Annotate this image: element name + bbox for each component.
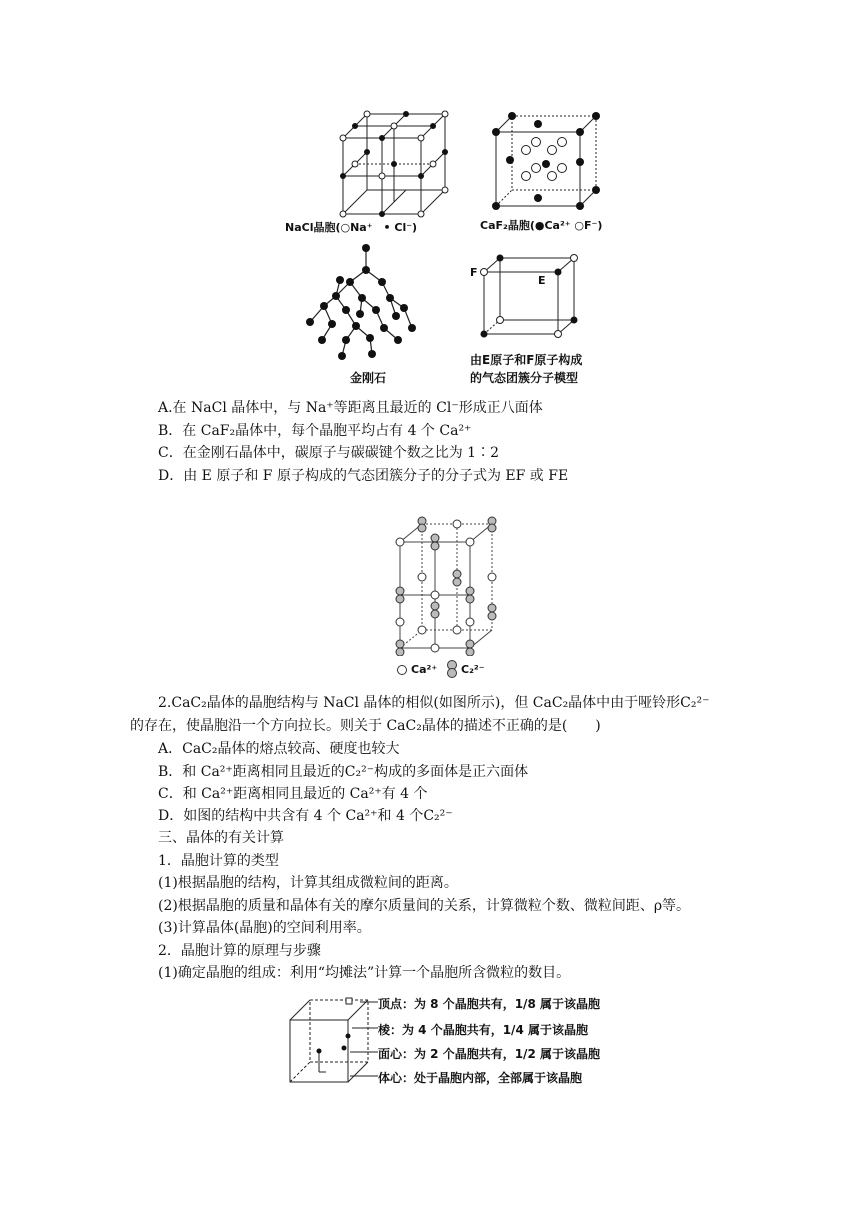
- section3-item2-1: (1)确定晶胞的组成：利用“均摊法”计算一个晶胞所含微粒的数目。: [158, 965, 571, 981]
- section3-item1-2: (2)根据晶胞的质量和晶体有关的摩尔质量间的关系，计算微粒个数、微粒间距、ρ等。: [158, 898, 691, 914]
- section3-sub1: 1．晶胞计算的类型: [158, 853, 279, 869]
- ef-cluster-figure: [470, 252, 580, 342]
- diamond-structure-figure: [300, 240, 422, 364]
- ef-label-f: F: [470, 266, 478, 279]
- q2-option-d: D．如图的结构中共含有 4 个 Ca²⁺和 4 个C₂²⁻: [158, 808, 453, 824]
- section3-item1-3: (3)计算晶体(晶胞)的空间利用率。: [158, 920, 371, 936]
- q2-stem-line1: 2.CaC₂晶体的晶胞结构与 NaCl 晶体的相似(如图所示)，但 CaC₂晶体中由于哑铃形C₂²⁻: [158, 695, 710, 711]
- section3-sub2: 2．晶胞计算的原理与步骤: [158, 943, 321, 959]
- cac2-legend-c2-symbol: [446, 660, 458, 678]
- cac2-legend-ca-symbol: [396, 664, 408, 676]
- cac2-cell-figure: [392, 516, 500, 656]
- cac2-legend-ca: Ca²⁺: [411, 663, 438, 676]
- nacl-cell-figure: [335, 100, 455, 218]
- ef-label-e: E: [538, 274, 546, 287]
- q1-option-b: B．在 CaF₂晶体中，每个晶胞平均占有 4 个 Ca²⁺: [158, 423, 472, 439]
- q2-stem-line2: 的存在，使晶胞沿一个方向拉长。则关于 CaC₂晶体的描述不正确的是( ): [130, 718, 601, 734]
- calc-edge: 棱：为 4 个晶胞共有，1/4 属于该晶胞: [378, 1023, 588, 1037]
- q1-option-c: C．在金刚石晶体中，碳原子与碳碳键个数之比为 1∶2: [158, 445, 499, 461]
- q2-option-c: C．和 Ca²⁺距离相同且最近的 Ca²⁺有 4 个: [158, 786, 428, 802]
- q1-option-d: D．由 E 原子和 F 原子构成的气态团簇分子的分子式为 EF 或 FE: [158, 468, 569, 484]
- caf2-caption: CaF₂晶胞(●Ca²⁺ ○F⁻): [480, 219, 603, 232]
- caf2-cell-figure: [490, 112, 602, 212]
- q1-option-a: A.在 NaCl 晶体中，与 Na⁺等距离且最近的 Cl⁻形成正八面体: [158, 400, 543, 416]
- calc-body: 体心：处于晶胞内部，全部属于该晶胞: [378, 1071, 583, 1085]
- q2-option-b: B．和 Ca²⁺距离相同且最近的C₂²⁻构成的多面体是正六面体: [158, 764, 529, 780]
- diamond-caption: 金刚石: [350, 371, 387, 385]
- q2-option-a: A．CaC₂晶体的熔点较高、硬度也较大: [158, 741, 400, 757]
- ef-caption-line1: 由E原子和F原子构成: [470, 353, 583, 367]
- section3-item1-1: (1)根据晶胞的结构，计算其组成微粒间的距离。: [158, 875, 458, 891]
- calc-vertex: 顶点：为 8 个晶胞共有，1/8 属于该晶胞: [378, 997, 600, 1011]
- calc-face: 面心：为 2 个晶胞共有，1/2 属于该晶胞: [378, 1047, 600, 1061]
- section3-heading: 三、晶体的有关计算: [158, 830, 284, 846]
- counting-leader-lines: [350, 996, 380, 1082]
- nacl-caption: NaCl晶胞(○Na⁺ • Cl⁻): [285, 221, 418, 234]
- cac2-legend-c2: C₂²⁻: [461, 663, 485, 676]
- ef-caption-line2: 的气态团簇分子模型: [470, 371, 579, 385]
